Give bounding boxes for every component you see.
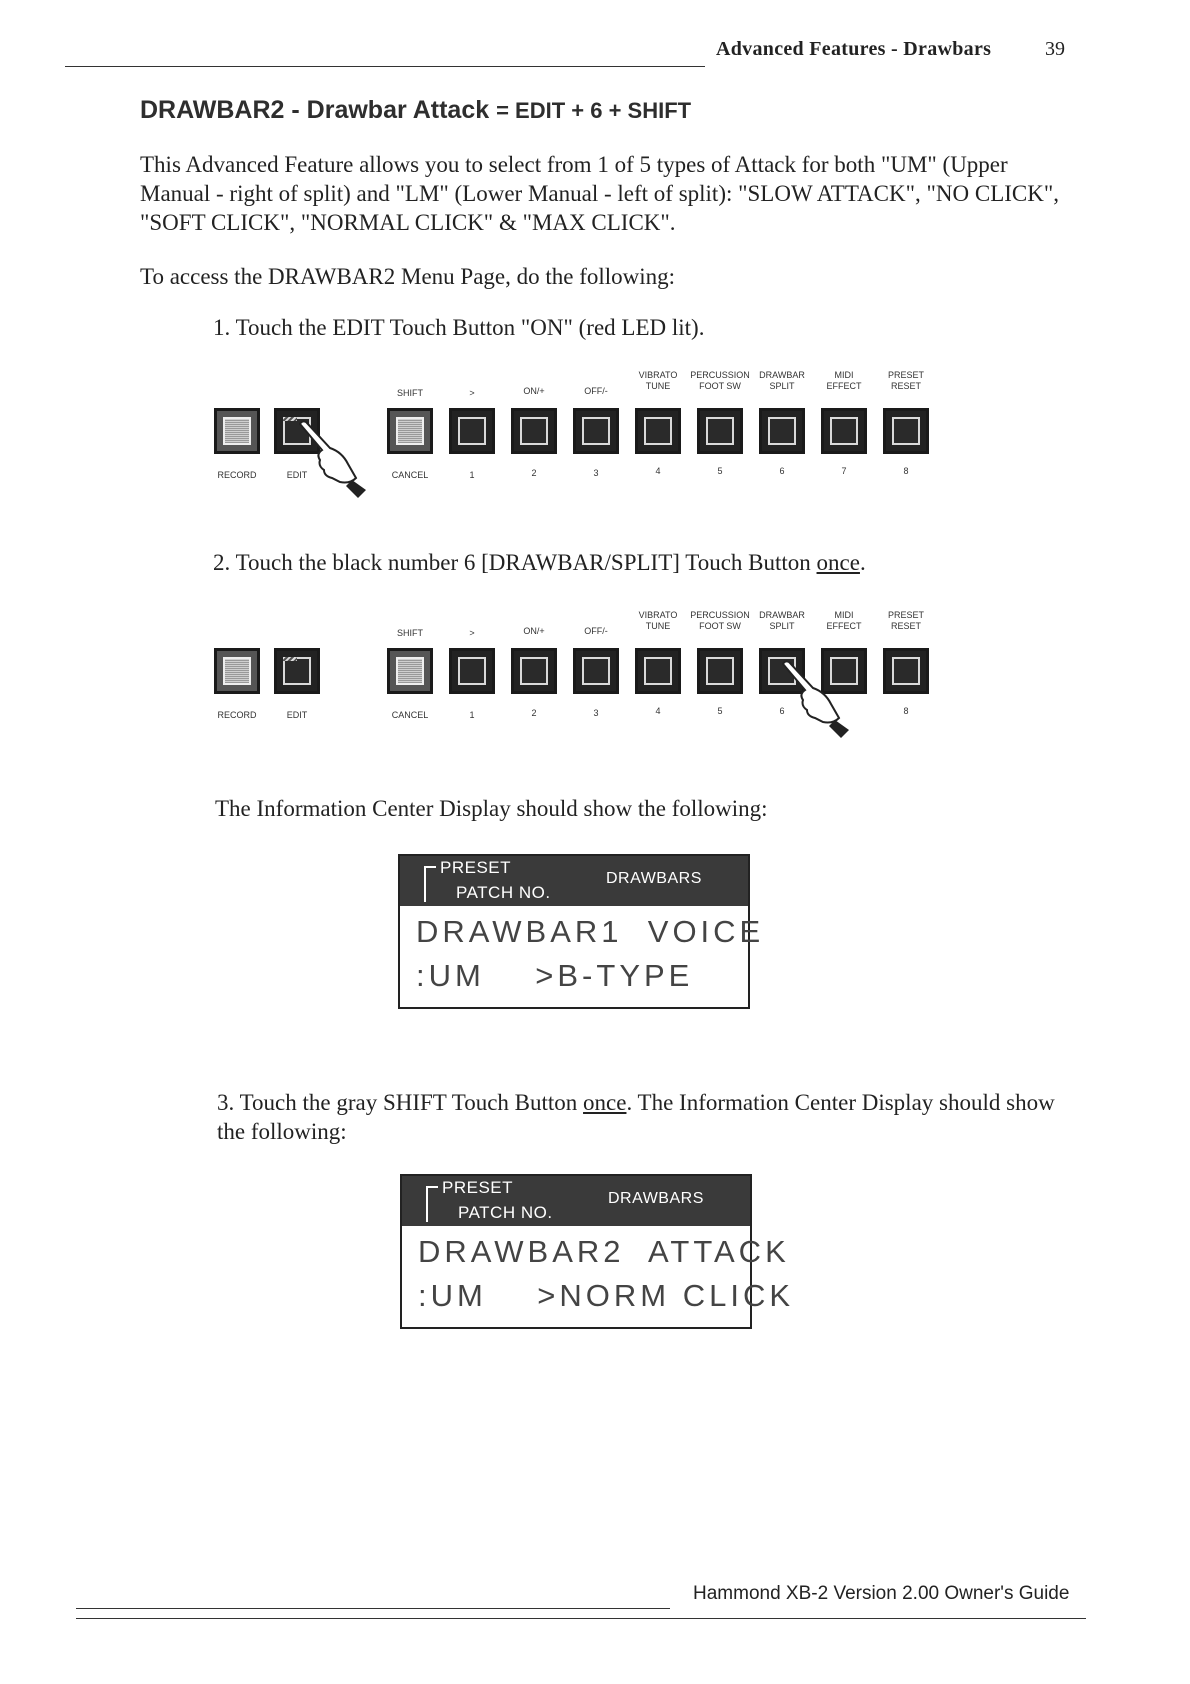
button-3[interactable] <box>573 648 619 694</box>
label-7: 7 <box>841 466 847 476</box>
section-title-text: DRAWBAR2 - Drawbar Attack <box>140 96 490 124</box>
label-percussion: PERCUSSION FOOT SW <box>690 610 750 631</box>
display-line-2: :UM >NORM CLICK <box>418 1278 795 1313</box>
footer-rule <box>76 1608 670 1609</box>
pointing-hand-icon <box>296 420 376 500</box>
led-icon <box>283 417 297 421</box>
button-4[interactable] <box>635 648 681 694</box>
preset-label: PRESET <box>440 858 512 877</box>
preset-label: PRESET <box>442 1178 514 1197</box>
footer-rule <box>76 1618 1086 1619</box>
drawbars-label: DRAWBARS <box>606 870 702 887</box>
label-on: ON/+ <box>523 386 545 396</box>
label-preset: PRESET RESET <box>887 370 924 391</box>
step-2-emph: once <box>816 550 860 575</box>
led-icon <box>283 657 297 661</box>
step-2-text: 2. Touch the black number 6 [DRAWBAR/SPLIT] Touch Button <box>213 550 817 575</box>
edit-button[interactable] <box>274 648 320 694</box>
label-8: 8 <box>903 706 909 716</box>
button-3[interactable] <box>573 408 619 454</box>
section-title <box>140 96 691 125</box>
patch-label: PATCH NO. <box>456 883 551 902</box>
label-1: 1 <box>469 710 475 720</box>
button-7[interactable] <box>821 408 867 454</box>
pointing-hand-icon <box>779 660 859 740</box>
header-title: Advanced Features - Drawbars <box>716 38 992 60</box>
label-edit: EDIT <box>286 470 308 480</box>
label-midi: MIDI EFFECT <box>826 370 862 391</box>
display-header <box>402 1176 750 1226</box>
shift-button[interactable] <box>387 648 433 694</box>
label-4: 4 <box>655 466 661 476</box>
info-display-1 <box>398 854 765 1009</box>
label-midi: MIDI EFFECT <box>826 610 862 631</box>
label-6: 6 <box>779 466 785 476</box>
display-line-1: DRAWBAR2 ATTACK <box>418 1234 790 1269</box>
step-2-suffix: . <box>859 550 866 575</box>
button-6[interactable] <box>759 408 805 454</box>
display-intro: The Information Center Display should show the following: <box>215 796 768 821</box>
label-record: RECORD <box>217 470 257 480</box>
step-3-emph: once <box>583 1090 627 1115</box>
button-panel-1 <box>212 364 932 484</box>
footer-title: Hammond XB-2 Version 2.00 Owner's Guide <box>693 1583 1070 1604</box>
label-cancel: CANCEL <box>391 710 429 720</box>
label-edit: EDIT <box>286 710 308 720</box>
step-1: 1. Touch the EDIT Touch Button "ON" (red LED lit). <box>213 315 705 340</box>
button-1[interactable] <box>449 408 495 454</box>
label-5: 5 <box>717 466 723 476</box>
section-combo: = EDIT + 6 + SHIFT <box>496 98 692 123</box>
label-4: 4 <box>655 706 661 716</box>
header-rule <box>65 66 705 67</box>
label-vibrato: VIBRATO TUNE <box>638 370 678 391</box>
intro-paragraph: This Advanced Feature allows you to select from 1 of 5 types of Attack for both "UM" (Upper Manual - right of split) and "LM" (Lower Manual - left of split): "SLOW ATTACK", "NO CLICK", "SOFT CLICK", "NORMAL CLICK" & "MAX CLICK". <box>140 152 1059 235</box>
button-5[interactable] <box>697 648 743 694</box>
info-display-2 <box>400 1174 795 1329</box>
label-3: 3 <box>593 468 599 478</box>
label-next: > <box>469 628 475 638</box>
access-line: To access the DRAWBAR2 Menu Page, do the following: <box>140 264 676 289</box>
button-8[interactable] <box>883 408 929 454</box>
label-3: 3 <box>593 708 599 718</box>
button-1[interactable] <box>449 648 495 694</box>
label-8: 8 <box>903 466 909 476</box>
label-shift: SHIFT <box>397 388 423 398</box>
label-2: 2 <box>531 468 537 478</box>
patch-label: PATCH NO. <box>458 1203 553 1222</box>
button-2[interactable] <box>511 408 557 454</box>
bracket-icon <box>424 866 436 902</box>
record-button[interactable] <box>214 648 260 694</box>
label-percussion: PERCUSSION FOOT SW <box>690 370 750 391</box>
button-8[interactable] <box>883 648 929 694</box>
label-next: > <box>469 388 475 398</box>
step-3-text: 3. Touch the gray SHIFT Touch Button <box>217 1090 584 1115</box>
label-preset: PRESET RESET <box>887 610 924 631</box>
label-1: 1 <box>469 470 475 480</box>
label-on: ON/+ <box>523 626 545 636</box>
label-drawbar: DRAWBAR SPLIT <box>759 370 805 391</box>
record-button[interactable] <box>214 408 260 454</box>
label-shift: SHIFT <box>397 628 423 638</box>
step-2 <box>213 548 866 577</box>
bracket-icon <box>426 1186 438 1222</box>
label-cancel: CANCEL <box>391 470 429 480</box>
display-header <box>400 856 748 906</box>
label-drawbar: DRAWBAR SPLIT <box>759 610 805 631</box>
step-3-suffix: . The Information Center Display should show the following: <box>217 1090 1055 1144</box>
button-2[interactable] <box>511 648 557 694</box>
label-record: RECORD <box>217 710 257 720</box>
button-4[interactable] <box>635 408 681 454</box>
label-6: 6 <box>779 706 785 716</box>
label-2: 2 <box>531 708 537 718</box>
display-line-1: DRAWBAR1 VOICE <box>416 914 765 949</box>
label-5: 5 <box>717 706 723 716</box>
label-vibrato: VIBRATO TUNE <box>638 610 678 631</box>
button-panel-2 <box>212 604 932 724</box>
drawbars-label: DRAWBARS <box>608 1190 704 1207</box>
label-off: OFF/- <box>584 386 608 396</box>
display-line-2: :UM >B-TYPE <box>416 958 694 993</box>
page-number: 39 <box>1045 38 1065 60</box>
shift-button[interactable] <box>387 408 433 454</box>
button-5[interactable] <box>697 408 743 454</box>
step-3 <box>217 1088 1077 1146</box>
label-off: OFF/- <box>584 626 608 636</box>
